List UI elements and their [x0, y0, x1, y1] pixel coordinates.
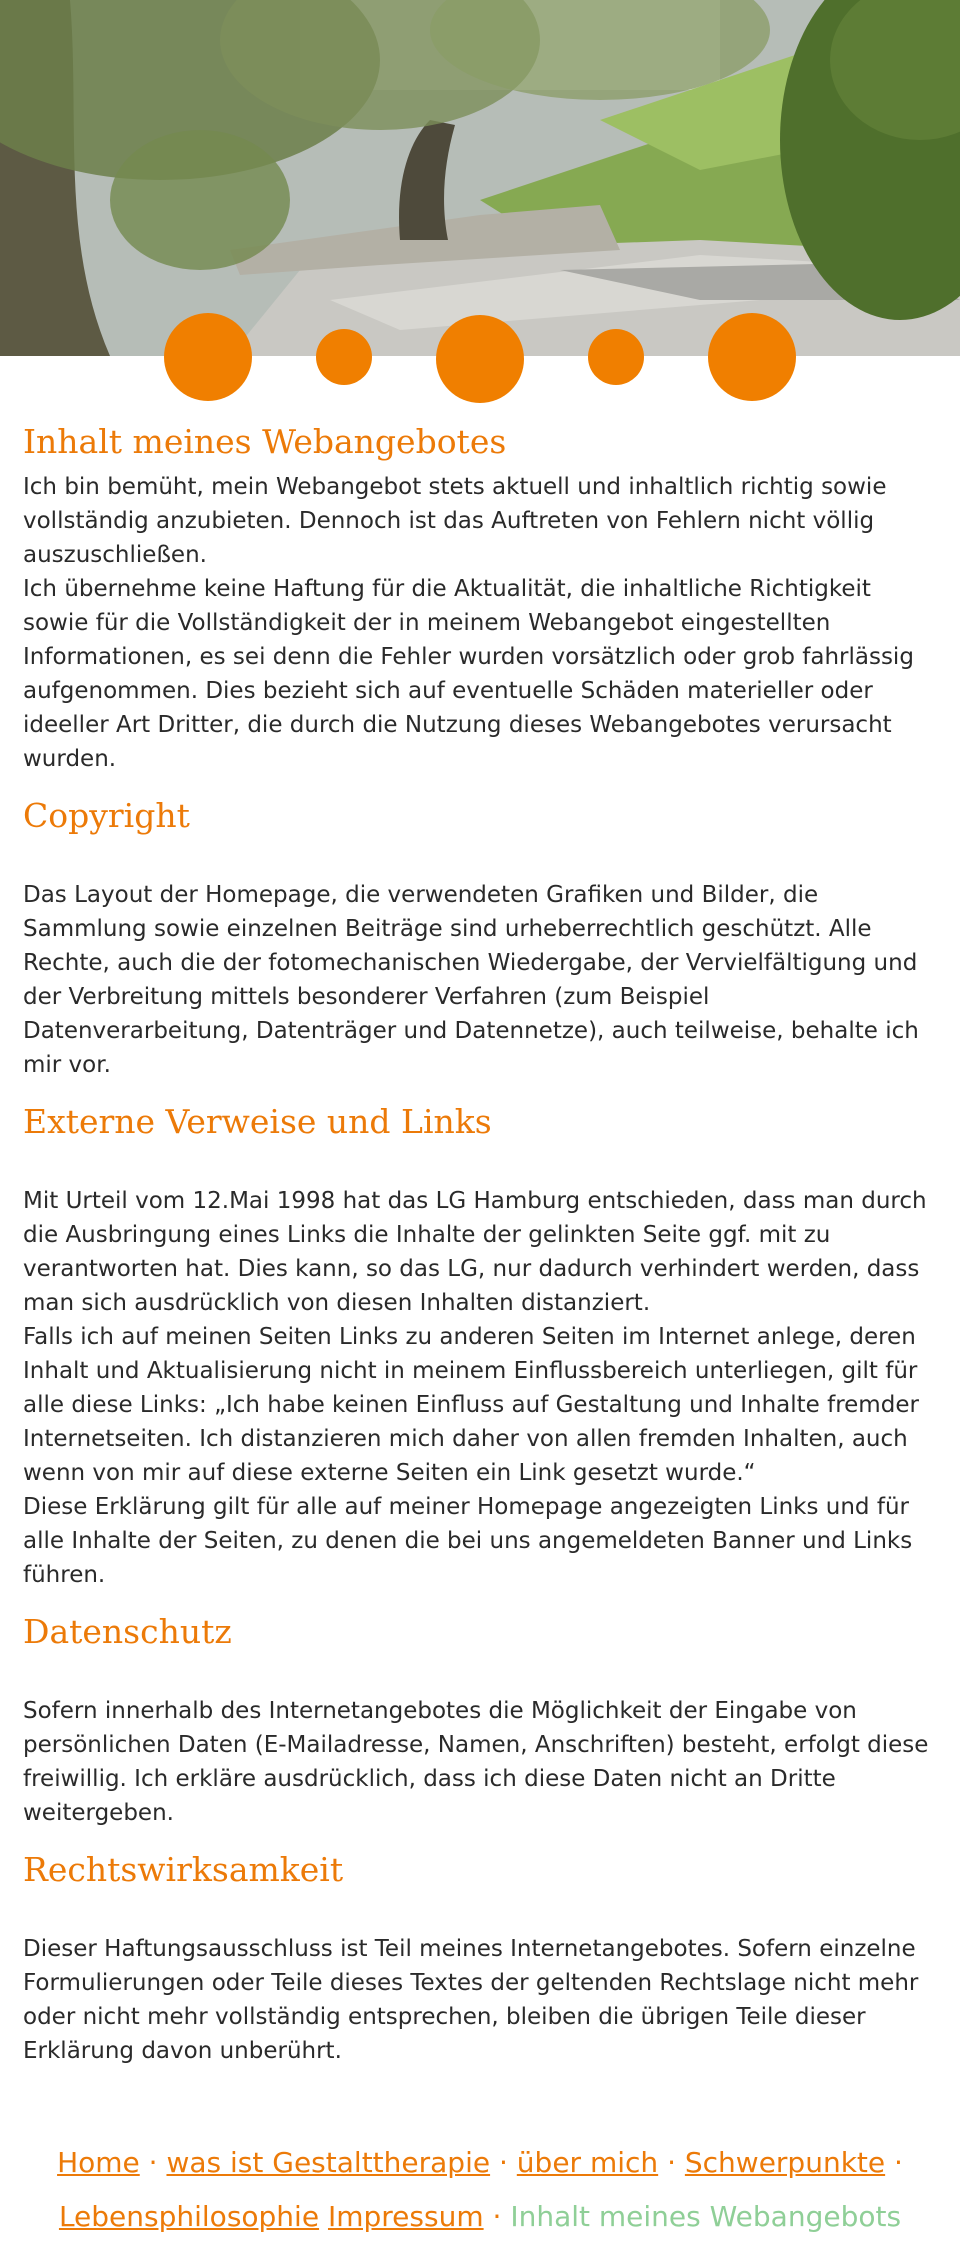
- footer-link-impressum[interactable]: Impressum: [327, 2200, 484, 2233]
- footer-line-1: [0, 2136, 960, 2190]
- footer-link-home[interactable]: Home: [57, 2146, 140, 2179]
- paragraph: Ich übernehme keine Haftung für die Aktualität, die inhaltliche Richtigkeit sowie für die Vollständigkeit der in meinem Webangebot eingestellten Informationen, es sei denn die Fehler wurden vorsätzlich oder grob fahrlässig aufgenommen. Dies bezieht sich auf eventuelle Schäden materieller oder ideeller Art Dritter, die durch die Nutzung dieses Webangebotes verursacht wurden.: [23, 576, 914, 772]
- section-title: Copyright: [23, 796, 190, 835]
- footer-separator: ·: [492, 2200, 502, 2233]
- section-datenschutz: [23, 1610, 937, 1830]
- section-title: Externe Verweise und Links: [23, 1102, 492, 1141]
- footer-nav: [0, 2136, 960, 2244]
- footer-line-2: [0, 2190, 960, 2244]
- footer-current-page: Inhalt meines Webangebots: [510, 2200, 902, 2233]
- paragraph: Dieser Haftungsausschluss ist Teil meines Internetangebotes. Sofern einzelne Formulierungen oder Teile dieses Textes der geltenden Rechtslage nicht mehr oder nicht mehr vollständig entsprechen, bleiben die übrigen Teile dieser Erklärung davon unberührt.: [23, 1936, 919, 2064]
- paragraph: Diese Erklärung gilt für alle auf meiner Homepage angezeigten Links und für alle Inhalte der Seiten, zu denen die bei uns angemeldeten Banner und Links führen.: [23, 1494, 913, 1588]
- footer-link-schwerpunkte[interactable]: Schwerpunkte: [684, 2146, 886, 2179]
- footer-link-ueber-mich[interactable]: über mich: [516, 2146, 659, 2179]
- section-externe-links: [23, 1100, 937, 1592]
- section-inhalt: [23, 420, 937, 776]
- section-title: Datenschutz: [23, 1612, 232, 1651]
- paragraph: Sofern innerhalb des Internetangebotes die Möglichkeit der Eingabe von persönlichen Daten (E-Mailadresse, Namen, Anschriften) besteht, erfolgt diese freiwillig. Ich erkläre ausdrücklich, dass ich diese Daten nicht an Dritte weitergeben.: [23, 1698, 929, 1826]
- section-title: Inhalt meines Webangebotes: [23, 422, 507, 461]
- section-copyright: [23, 794, 937, 1082]
- header-photo: [0, 0, 960, 356]
- paragraph: Mit Urteil vom 12.Mai 1998 hat das LG Hamburg entschieden, dass man durch die Ausbringung eines Links die Inhalte der gelinkten Seite ggf. mit zu verantworten hat. Dies kann, so das LG, nur dadurch verhindert werden, dass man sich ausdrücklich von diesen Inhalten distanziert.: [23, 1188, 927, 1316]
- footer-separator: ·: [667, 2146, 676, 2179]
- footer-link-gestalttherapie[interactable]: was ist Gestalttherapie: [166, 2146, 491, 2179]
- paragraph: Falls ich auf meinen Seiten Links zu anderen Seiten im Internet anlege, deren Inhalt und Aktualisierung nicht in meinem Einflussbereich unterliegen, gilt für alle diese Links: „Ich habe keinen Einfluss auf Gestaltung und Inhalte fremder Internetseiten. Ich distanzieren mich daher von allen fremden Inhalten, auch wenn von mir auf diese externe Seiten ein Link gesetzt wurde.“: [23, 1324, 919, 1486]
- paragraph: Das Layout der Homepage, die verwendeten Grafiken und Bilder, die Sammlung sowie einzelnen Beiträge sind urheberrechtlich geschützt. Alle Rechte, auch die der fotomechanischen Wiedergabe, der Vervielfältigung und der Verbreitung mittels besonderer Verfahren (zum Beispiel Datenverarbeitung, Datenträger und Datennetze), auch teilweise, behalte ich mir vor.: [23, 882, 919, 1078]
- main-content: [23, 420, 937, 2086]
- paragraph: Ich bin bemüht, mein Webangebot stets aktuell und inhaltlich richtig sowie vollständig anzubieten. Dennoch ist das Auftreten von Fehlern nicht völlig auszuschließen.: [23, 474, 887, 568]
- footer-separator: ·: [148, 2146, 158, 2179]
- section-title: Rechtswirksamkeit: [23, 1850, 344, 1889]
- footer-separator: ·: [894, 2146, 903, 2179]
- footer-link-lebensphilosophie[interactable]: Lebensphilosophie: [58, 2200, 320, 2233]
- footer-separator: ·: [498, 2146, 508, 2179]
- section-rechtswirksamkeit: [23, 1848, 937, 2068]
